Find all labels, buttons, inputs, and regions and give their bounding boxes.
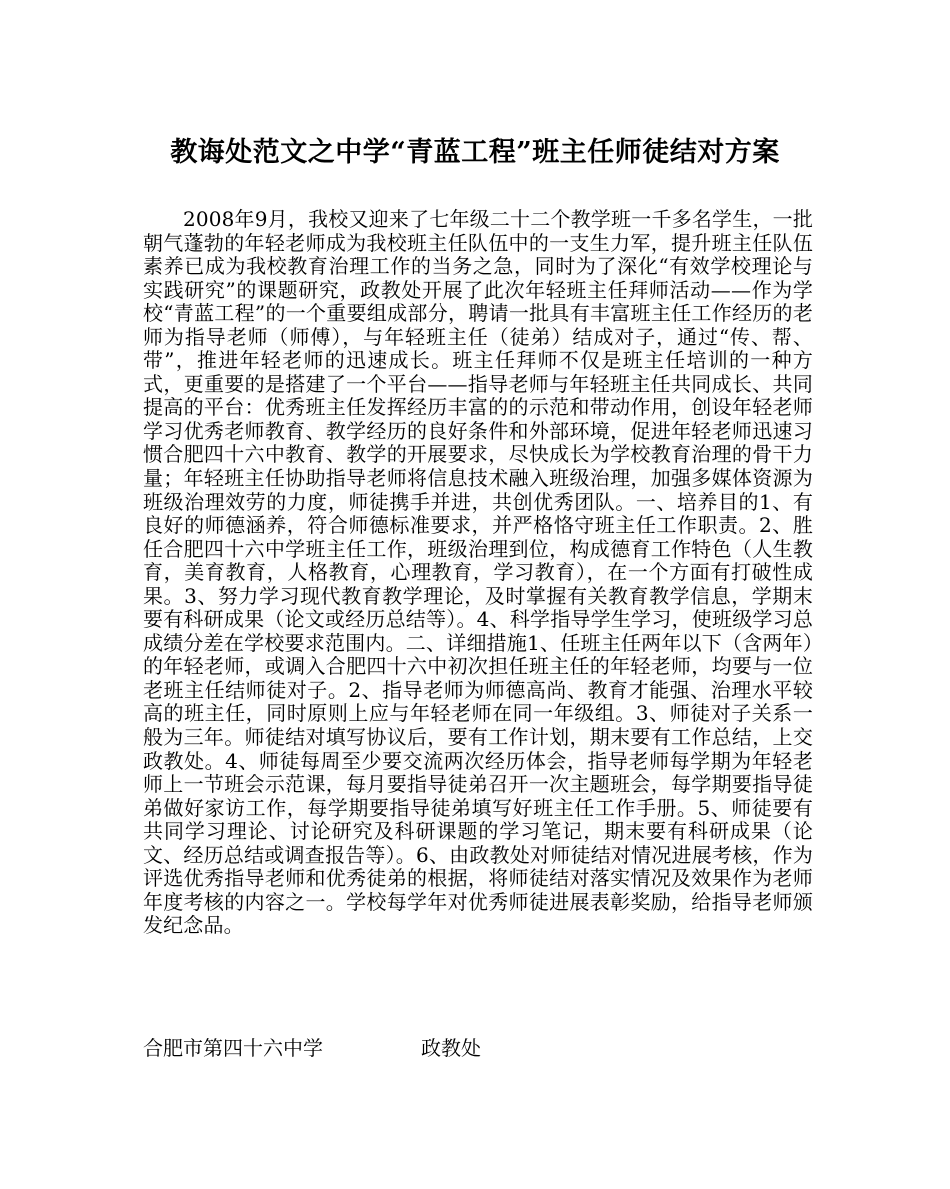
signature-department: 政教处 xyxy=(421,1036,481,1060)
document-title: 教诲处范文之中学“青蓝工程”班主任师徒结对方案 xyxy=(170,137,780,168)
document-signature xyxy=(143,1036,481,1060)
signature-school: 合肥市第四十六中学 xyxy=(143,1036,323,1060)
document-body-paragraph: 2008年9月，我校又迎来了七年级二十二个教学班一千多名学生，一批朝气蓬勃的年轻老师成为我校班主任队伍中的一支生力军，提升班主任队伍素养已成为我校教育治理工作的当务之急，同时为了深化“有效学校理论与实践研究”的课题研究，政教处开展了此次年轻班主任拜师活动——作为学校“青蓝工程”的一个重要组成部分，聘请一批具有丰富班主任工作经历的老师为指导老师（师傅），与年轻班主任（徒弟）结成对子，通过“传、帮、带”，推进年轻老师的迅速成长。班主任拜师不仅是班主任培训的一种方式，更重要的是搭建了一个平台——指导老师与年轻班主任共同成长、共同提高的平台：优秀班主任发挥经历丰富的的示范和带动作用，创设年轻老师学习优秀老师教育、教学经历的良好条件和外部环境，促进年轻老师迅速习惯合肥四十六中教育、教学的开展要求，尽快成长为学校教育治理的骨干力量；年轻班主任协助指导老师将信息技术融入班级治理，加强多媒体资源为班级治理效劳的力度，师徒携手并进，共创优秀团队。一、培养目的1、有良好的师德涵养，符合师德标准要求，并严格恪守班主任工作职责。2、胜任合肥四十六中学班主任工作，班级治理到位，构成德育工作特色（人生教育，美育教育，人格教育，心理教育，学习教育），在一个方面有打破性成果。3、努力学习现代教育教学理论，及时掌握有关教育教学信息，学期末要有科研成果（论文或经历总结等）。4、科学指导学生学习，使班级学习总成绩分差在学校要求范围内。二、详细措施1、任班主任两年以下（含两年）的年轻老师，或调入合肥四十六中初次担任班主任的年轻老师，均要与一位老班主任结师徒对子。2、指导老师为师德高尚、教育才能强、治理水平较高的班主任，同时原则上应与年轻老师在同一年级组。3、师徒对子关系一般为三年。师徒结对填写协议后，要有工作计划，期末要有工作总结，上交政教处。4、师徒每周至少要交流两次经历体会，指导老师每学期为年轻老师上一节班会示范课，每月要指导徒弟召开一次主题班会，每学期要指导徒弟做好家访工作，每学期要指导徒弟填写好班主任工作手册。5、师徒要有共同学习理论、讨论研究及科研课题的学习笔记，期末要有科研成果（论文、经历总结或调查报告等）。6、由政教处对师徒结对情况进展考核，作为评选优秀指导老师和优秀徒弟的根据，将师徒结对落实情况及效果作为老师年度考核的内容之一。学校每学年对优秀师徒进展表彰奖励，给指导老师颁发纪念品。 xyxy=(143,207,813,938)
